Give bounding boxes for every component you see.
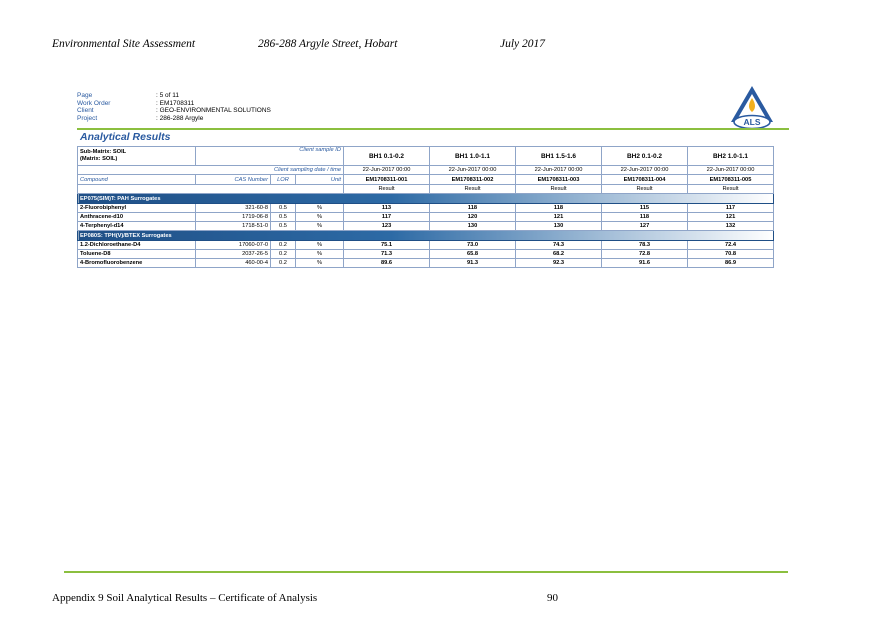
- als-logo: [727, 84, 777, 130]
- result-value: 118: [516, 204, 602, 213]
- result-label-1: Result: [344, 185, 430, 194]
- result-label-3: Result: [516, 185, 602, 194]
- section-header-pah: [78, 194, 774, 204]
- section-title: Analytical Results: [80, 131, 171, 143]
- result-value: 86.9: [688, 259, 774, 268]
- site-address: 286-288 Argyle Street, Hobart: [258, 38, 398, 50]
- sample-date-2: 22-Jun-2017 00:00: [430, 166, 516, 175]
- unit-value: %: [296, 241, 344, 250]
- meta-key: Page: [77, 92, 93, 99]
- sample-id-row: [78, 147, 774, 166]
- lor-value: 0.5: [271, 213, 296, 222]
- lor-header: LOR: [271, 175, 296, 185]
- result-value: 89.6: [344, 259, 430, 268]
- cas-number: 2037-26-5: [196, 250, 271, 259]
- compound-header: Compound: [78, 175, 196, 185]
- compound-name: 1.2-Dichloroethane-D4: [78, 241, 196, 250]
- unit-value: %: [296, 250, 344, 259]
- result-value: 68.2: [516, 250, 602, 259]
- sample-id-1: BH1 0.1-0.2: [344, 147, 430, 166]
- result-value: 118: [430, 204, 516, 213]
- cas-number: 17060-07-0: [196, 241, 271, 250]
- matrix-cell: [78, 147, 196, 166]
- result-value: 72.8: [602, 250, 688, 259]
- table-row: [78, 250, 774, 259]
- meta-key: Work Order: [77, 99, 111, 107]
- table-row: [78, 259, 774, 268]
- sample-id-5: BH2 1.0-1.1: [688, 147, 774, 166]
- result-value: 117: [344, 213, 430, 222]
- logo-text: ALS: [743, 117, 761, 127]
- compound-name: 4-Bromofluorobenzene: [78, 259, 196, 268]
- header-rule: [77, 128, 789, 130]
- page-number: 90: [547, 592, 558, 604]
- result-value: 74.3: [516, 241, 602, 250]
- result-value: 78.3: [602, 241, 688, 250]
- result-label-row: [78, 185, 774, 194]
- sampling-date-label: Client sampling date / time: [78, 166, 344, 175]
- sample-date-1: 22-Jun-2017 00:00: [344, 166, 430, 175]
- section-title-tph: EP080S: TPH(V)/BTEX Surrogates: [78, 231, 774, 241]
- cas-number: 460-00-4: [196, 259, 271, 268]
- section-title-pah: EP075(SIM)T: PAH Surrogates: [78, 194, 774, 204]
- lab-id-3: EM1708311-003: [516, 175, 602, 185]
- section-header-tph: [78, 231, 774, 241]
- unit-value: %: [296, 259, 344, 268]
- lor-value: 0.2: [271, 250, 296, 259]
- result-value: 120: [430, 213, 516, 222]
- result-value: 127: [602, 222, 688, 231]
- matrix-label: (Matrix: SOIL): [80, 156, 118, 162]
- unit-value: %: [296, 204, 344, 213]
- result-value: 65.8: [430, 250, 516, 259]
- client-sample-id-label: Client sample ID: [196, 147, 344, 166]
- result-value: 72.4: [688, 241, 774, 250]
- sample-id-2: BH1 1.0-1.1: [430, 147, 516, 166]
- result-label-2: Result: [430, 185, 516, 194]
- compound-name: Anthracene-d10: [78, 213, 196, 222]
- result-value: 75.1: [344, 241, 430, 250]
- report-date: July 2017: [500, 38, 546, 50]
- cas-number: 1719-06-8: [196, 213, 271, 222]
- meta-value: : 5 of 11: [156, 92, 180, 99]
- compound-name: 2-Fluorobiphenyl: [78, 204, 196, 213]
- meta-value: : GEO-ENVIRONMENTAL SOLUTIONS: [156, 107, 271, 114]
- unit-header: Unit: [296, 175, 344, 185]
- table-row: [78, 213, 774, 222]
- meta-value: : 286-288 Argyle: [156, 114, 204, 122]
- lab-id-5: EM1708311-005: [688, 175, 774, 185]
- cas-number: 1718-51-0: [196, 222, 271, 231]
- compound-name: 4-Terphenyl-d14: [78, 222, 196, 231]
- sample-date-5: 22-Jun-2017 00:00: [688, 166, 774, 175]
- cas-number: 321-60-8: [196, 204, 271, 213]
- result-value: 91.3: [430, 259, 516, 268]
- lor-value: 0.2: [271, 259, 296, 268]
- document-title: Environmental Site Assessment: [52, 38, 196, 50]
- result-value: 123: [344, 222, 430, 231]
- lor-value: 0.5: [271, 222, 296, 231]
- blank-cell: [78, 185, 344, 194]
- compound-name: Toluene-D8: [78, 250, 196, 259]
- result-label-4: Result: [602, 185, 688, 194]
- result-value: 121: [516, 213, 602, 222]
- cas-header: CAS Number: [196, 175, 271, 185]
- unit-value: %: [296, 222, 344, 231]
- result-value: 117: [688, 204, 774, 213]
- lor-value: 0.5: [271, 204, 296, 213]
- result-value: 121: [688, 213, 774, 222]
- table-row: [78, 222, 774, 231]
- footer-rule: [64, 571, 788, 573]
- result-value: 92.3: [516, 259, 602, 268]
- lab-id-2: EM1708311-002: [430, 175, 516, 185]
- table-row: [78, 241, 774, 250]
- lab-id-4: EM1708311-004: [602, 175, 688, 185]
- meta-key: Project: [77, 114, 98, 122]
- table-row: [78, 204, 774, 213]
- column-header-row: [78, 175, 774, 185]
- lor-value: 0.2: [271, 241, 296, 250]
- result-label-5: Result: [688, 185, 774, 194]
- meta-key: Client: [77, 107, 94, 114]
- unit-value: %: [296, 213, 344, 222]
- results-table: [77, 146, 774, 268]
- result-value: 115: [602, 204, 688, 213]
- sampling-date-row: [78, 166, 774, 175]
- sample-id-4: BH2 0.1-0.2: [602, 147, 688, 166]
- result-value: 113: [344, 204, 430, 213]
- sub-matrix-label: Sub-Matrix: SOIL: [80, 149, 127, 155]
- result-value: 73.0: [430, 241, 516, 250]
- sample-date-3: 22-Jun-2017 00:00: [516, 166, 602, 175]
- result-value: 118: [602, 213, 688, 222]
- result-value: 70.8: [688, 250, 774, 259]
- lab-id-1: EM1708311-001: [344, 175, 430, 185]
- result-value: 71.3: [344, 250, 430, 259]
- sample-date-4: 22-Jun-2017 00:00: [602, 166, 688, 175]
- meta-value: : EM1708311: [156, 99, 195, 107]
- result-value: 130: [516, 222, 602, 231]
- result-value: 91.6: [602, 259, 688, 268]
- result-value: 130: [430, 222, 516, 231]
- result-value: 132: [688, 222, 774, 231]
- footer-appendix: Appendix 9 Soil Analytical Results – Certificate of Analysis: [52, 592, 318, 604]
- sample-id-3: BH1 1.5-1.6: [516, 147, 602, 166]
